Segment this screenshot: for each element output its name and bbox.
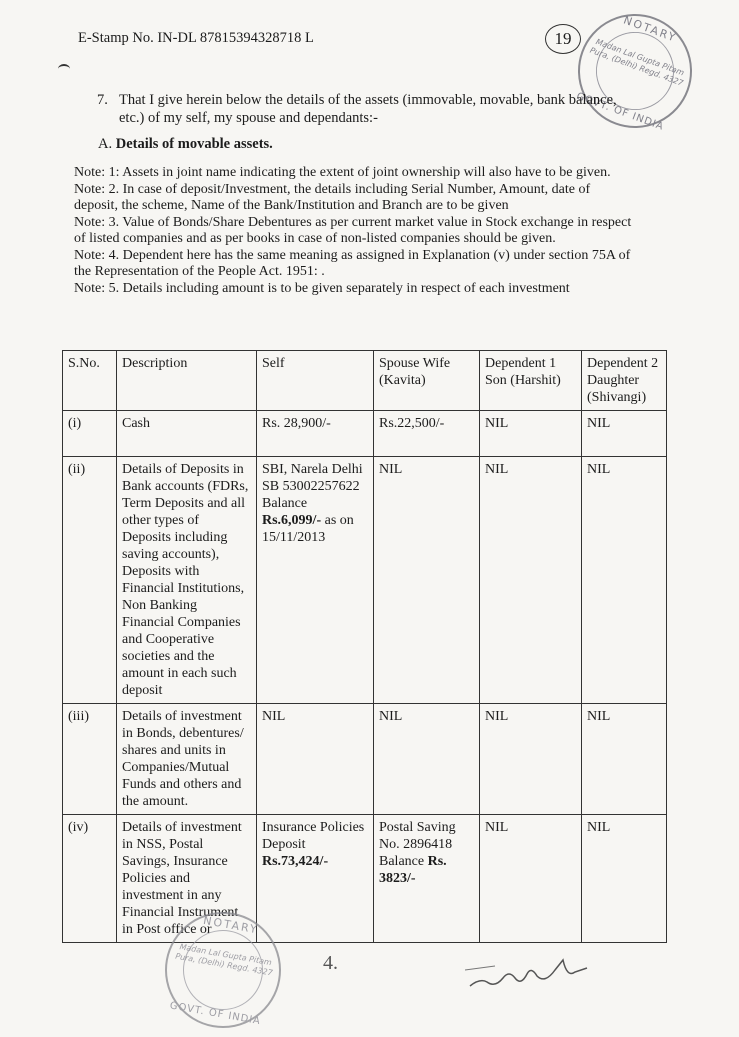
cell-sno: (iii) (63, 704, 117, 815)
cell-spouse: NIL (374, 457, 480, 704)
note-text: 1: Assets in joint name indicating the extent of joint ownership will also have to be given. (108, 165, 611, 180)
table-row (63, 457, 667, 704)
spouse-postal-text: Postal Saving No. 2896418 Balance (379, 820, 456, 869)
note-label: Note: (74, 247, 106, 263)
section-letter: A. (98, 136, 113, 152)
note-text: 3. Value of Bonds/Share Debentures as per current market value in Stock exchange in respect of listed companies and as per books in case of non-listed companies should be given. (74, 214, 632, 246)
table-row (63, 704, 667, 815)
handwritten-page-mark: 4. (323, 952, 338, 974)
self-balance-date: as on 15/11/2013 (262, 513, 354, 545)
note-3 (74, 215, 634, 248)
cell-description: Details of investment in NSS, Postal Savings, Insurance Policies and investment in any Financial Instrument in Post office or (117, 815, 257, 943)
note-text: 5. Details including amount is to be given separately in respect of each investment (108, 280, 570, 296)
paragraph-7 (97, 91, 642, 127)
note-label: Note: (74, 165, 106, 180)
estamp-number: E-Stamp No. IN-DL 87815394328718 L (78, 30, 314, 46)
header-self: Self (257, 351, 374, 411)
cell-spouse: Rs.22,500/- (374, 411, 480, 457)
header-sno: S.No. (63, 351, 117, 411)
page-number: 19 (545, 24, 581, 54)
header-dependent-1: Dependent 1 Son (Harshit) (480, 351, 582, 411)
section-a-heading (98, 136, 273, 153)
spouse-postal-amount: Rs. 3823/- (379, 854, 447, 886)
header-dependent-2: Dependent 2 Daughter (Shivangi) (582, 351, 667, 411)
self-insurance-text: Insurance Policies Deposit (262, 820, 365, 852)
cell-dependent-2: NIL (582, 457, 667, 704)
self-balance-amount: Rs.6,099/- (262, 513, 322, 528)
cell-dependent-1: NIL (480, 815, 582, 943)
cell-dependent-2: NIL (582, 704, 667, 815)
note-4 (74, 248, 634, 281)
stamp-title: NOTARY (621, 13, 679, 45)
notes-list (74, 165, 634, 297)
cell-dependent-1: NIL (480, 411, 582, 457)
table-header-row (63, 351, 667, 411)
note-2 (74, 182, 634, 215)
cell-spouse (374, 815, 480, 943)
self-insurance-amount: Rs.73,424/- (262, 854, 329, 869)
paragraph-number: 7. (97, 92, 108, 108)
section-title: Details of movable assets. (115, 136, 273, 152)
cell-dependent-2: NIL (582, 411, 667, 457)
cell-description: Cash (117, 411, 257, 457)
stamp-govt: GOVT. OF INDIA (574, 90, 666, 133)
cell-sno: (i) (63, 411, 117, 457)
note-label: Note: (74, 214, 106, 230)
paragraph-text: That I give herein below the details of the assets (immovable, movable, bank balance, etc.) of my self, my spouse and dependants:- (119, 92, 617, 126)
cell-dependent-2: NIL (582, 815, 667, 943)
table-row (63, 815, 667, 943)
note-1 (74, 165, 634, 182)
note-label: Note: (74, 181, 106, 197)
cell-self (257, 457, 374, 704)
cell-self: Rs. 28,900/- (257, 411, 374, 457)
self-account-text: SBI, Narela Delhi SB 53002257622 Balance (262, 462, 363, 511)
cell-dependent-1: NIL (480, 704, 582, 815)
stamp-title: NOTARY (202, 913, 260, 937)
stamp-name: Madan Lal Gupta Pitam Pura, (Delhi) Regd. 4327 (588, 37, 686, 88)
cell-self (257, 815, 374, 943)
note-text: 4. Dependent here has the same meaning as assigned in Explanation (v) under section 75A of the Representation of the People Act. 1951: . (74, 247, 631, 279)
note-label: Note: (74, 280, 106, 296)
note-5 (74, 281, 634, 298)
cell-sno: (ii) (63, 457, 117, 704)
handwritten-signature (465, 948, 595, 993)
header-spouse: Spouse Wife (Kavita) (374, 351, 480, 411)
punch-mark (58, 64, 70, 74)
cell-description: Details of investment in Bonds, debentures/ shares and units in Companies/Mutual Funds and others and the amount. (117, 704, 257, 815)
note-text: 2. In case of deposit/Investment, the details including Serial Number, Amount, date of deposit, the scheme, Name of the Bank/Institution and Branch are to be given (74, 181, 591, 213)
table-row (63, 411, 667, 457)
movable-assets-table (62, 350, 667, 943)
cell-self: NIL (257, 704, 374, 815)
cell-description: Details of Deposits in Bank accounts (FDRs, Term Deposits and all other types of Deposits including saving accounts), Deposits with Financial Institutions, Non Banking Financial Companies and Cooperative societies and the amount in each such deposit (117, 457, 257, 704)
stamp-govt: GOVT. OF INDIA (168, 1000, 262, 1028)
stamp-name: Madan Lal Gupta Pitam Pura, (Delhi) Regd. 4327 (174, 942, 274, 978)
cell-sno: (iv) (63, 815, 117, 943)
cell-spouse: NIL (374, 704, 480, 815)
cell-dependent-1: NIL (480, 457, 582, 704)
header-description: Description (117, 351, 257, 411)
